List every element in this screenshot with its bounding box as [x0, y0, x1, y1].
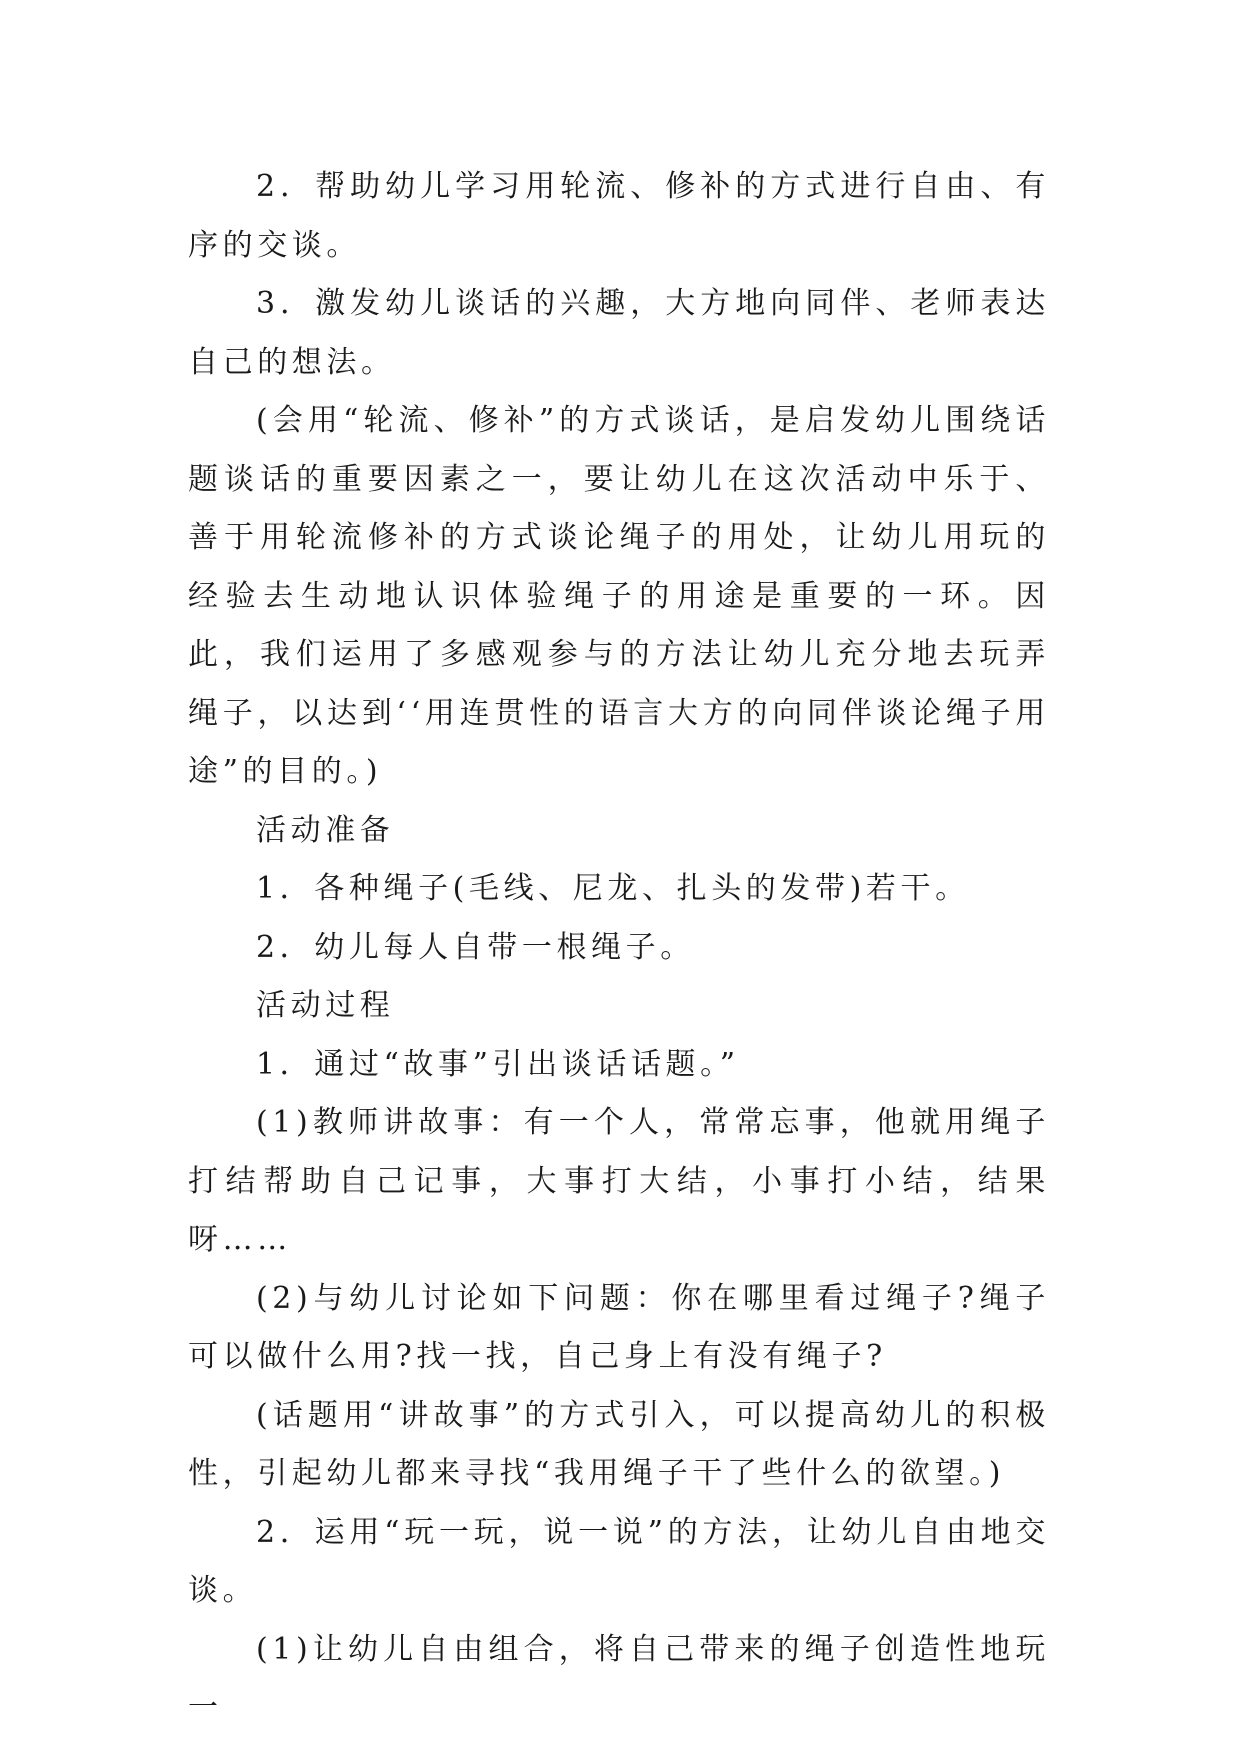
paragraph-process-1-2: (2)与幼儿讨论如下问题：你在哪里看过绳子?绳子可以做什么用?找一找，自己身上有没有绳子?	[188, 1280, 1050, 1374]
paragraph-process-1-note: (话题用“讲故事”的方式引入，可以提高幼儿的积极性，引起幼儿都来寻找“我用绳子干了些什么的欲望。)	[188, 1397, 1050, 1491]
paragraph-goal-2: 2．帮助幼儿学习用轮流、修补的方式进行自由、有序的交谈。	[188, 169, 1050, 263]
paragraph-prep-2: 2．幼儿每人自带一根绳子。	[256, 929, 695, 965]
paragraph-process-1-1: (1)教师讲故事：有一个人，常常忘事，他就用绳子打结帮助自己记事，大事打大结，小事打小结，结果呀……	[188, 1105, 1050, 1257]
paragraph-goal-3: 3．激发幼儿谈话的兴趣，大方地向同伴、老师表达自己的想法。	[188, 286, 1050, 380]
section-heading-process: 活动过程	[256, 988, 395, 1023]
paragraph-goal-note: (会用“轮流、修补”的方式谈话，是启发幼儿围绕话题谈话的重要因素之一，要让幼儿在这次活动中乐于、善于用轮流修补的方式谈论绳子的用处，让幼儿用玩的经验去生动地认识体验绳子的用途是重要的一环。因此，我们运用了多感观参与的方法让幼儿充分地去玩弄绳子，以达到‘‘用连贯性的语言大方的向同伴谈论绳子用途”的目的。)	[188, 403, 1050, 789]
paragraph-process-2: 2．运用“玩一玩，说一说”的方法，让幼儿自由地交谈。	[188, 1514, 1050, 1608]
paragraph-process-2-1: (1)让幼儿自由组合，将自己带来的绳子创造性地玩一	[188, 1631, 1050, 1725]
paragraph-process-1: 1．通过“故事”引出谈话话题。”	[256, 1046, 740, 1082]
document-body	[188, 158, 1050, 1738]
section-heading-preparation: 活动准备	[256, 812, 395, 848]
paragraph-prep-1: 1．各种绳子(毛线、尼龙、扎头的发带)若干。	[256, 871, 970, 906]
